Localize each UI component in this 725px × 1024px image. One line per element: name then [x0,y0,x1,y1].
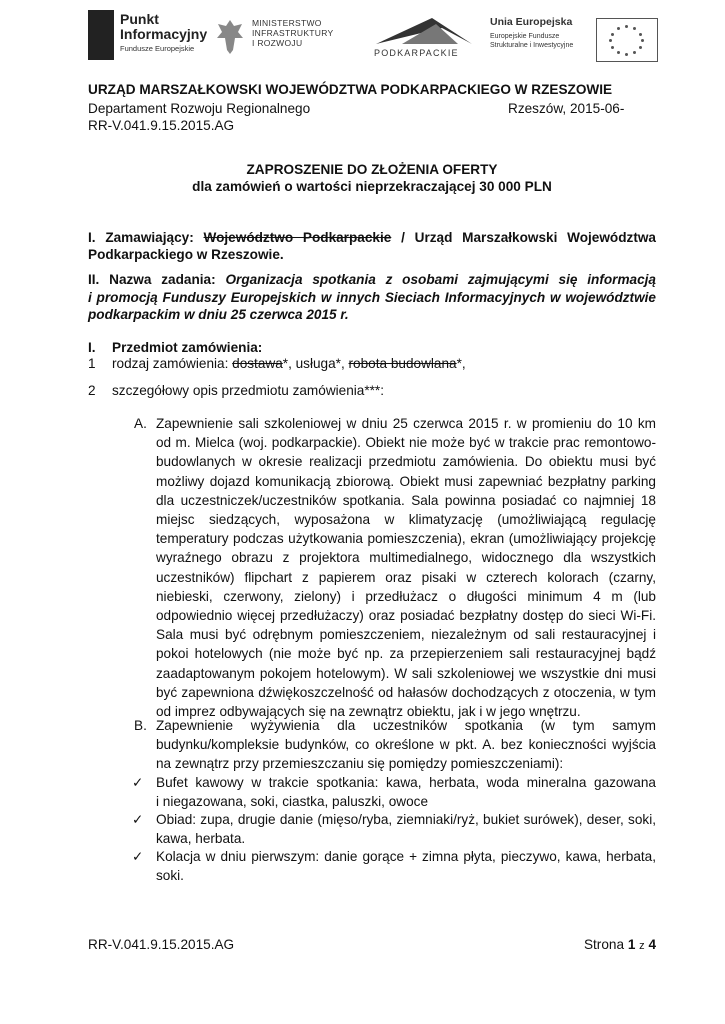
itemB-line: budynku/kompleksie budynków, co określone w pkt. A. bez konieczności wyjścia [156,737,656,753]
dept-name: Departament Rozwoju Regionalnego [88,101,311,116]
section3-item1 [88,354,656,373]
itemA-line: Zapewnienie sali szkoleniowej w dniu 25 czerwca 2015 r. w promieniu do 10 km [156,416,656,431]
item1-robota: robota budowlana [348,356,457,371]
item1-end: *, [456,356,466,371]
section2-line1 [88,270,656,289]
section3-item2 [88,381,656,400]
itemA-line: być zapewniona dźwiękoszczelność od hałasów dochodzących z otoczenia, w tym [156,684,656,700]
itemA-line: miejsc siedzących, wyposażona w klimatyzację (umożliwiającą regulację [156,512,656,528]
org-name: URZĄD MARSZAŁKOWSKI WOJEWÓDZTWA PODKARPACKIEGO W RZESZOWIE [88,82,613,97]
check-item [130,774,656,811]
place-date: Rzeszów, 2015-06- [508,101,625,116]
podkarpackie-text: PODKARPACKIE [374,48,459,58]
footer-page [584,935,656,956]
itemA-line: wyraźnego obrazu z projektora multimedialnego, widocznego dla wszystkich [156,550,656,566]
footer-ref: RR-V.041.9.15.2015.AG [88,937,235,952]
punkt-line2: Informacyjny [120,26,208,42]
section1-struck: Województwo Podkarpackie [203,230,392,245]
section1-rest1: / Urząd Marszałkowski Województwa [401,230,656,245]
section3-num: I. [88,340,96,355]
item1-num: 1 [88,356,96,371]
itemB-checklist [130,774,656,885]
item1-pre: rodzaj zamówienia: [112,356,229,371]
footer [88,935,656,954]
check-item-line: soki. [156,867,184,883]
section1-label: I. Zamawiający: [88,230,194,245]
itemA-line: uczestników) flipchart z papierem oraz pisaki w czterech kolorach (czarny, [156,569,656,585]
ue-title: Unia Europejska [490,16,573,28]
itemA-line: budowlanych w okresie realizacji przedmiotu zamówienia. Do obiektu musi być [156,454,656,470]
itemA-line: odpowiednio więcej przedłużaczy) oraz posiadać bezpłatny dostęp do sieci Wi-Fi. [156,608,656,624]
item1-dostawa: dostawa [232,356,283,371]
podkarpackie-logo [372,14,482,62]
ue-logo [490,14,680,62]
itemA-line: dla uczestniczek/uczestników spotkania. Sala powinna posiadać co najmniej 18 [156,492,656,508]
check-item-line: Obiad: zupa, drugie danie (mięso/ryba, ziemniaki/ryż, bukiet surówek), deser, soki, [156,812,656,827]
footer-page-num: 1 [627,937,636,952]
punkt-sub: Fundusze Europejskie [120,44,195,53]
ref-number: RR-V.041.9.15.2015.AG [88,118,235,133]
itemA-line: od imprez odbywających się na zewnątrz obiektu, jak i w jego wnętrzu. [156,704,581,720]
min-line3: I ROZWOJU [252,38,303,48]
itemA-line: temperatury podczas użytkowania pomieszczenia), ekran (umożliwiający projekcję [156,531,656,547]
itemA-line: zaadaptowanym pokojem hotelowym). W sali szkoleniowej we wszystkie dni musi [156,665,656,681]
min-line2: INFRASTRUKTURY [252,28,334,38]
section2-l2: i promocją Funduszy Europejskich w innych Sieciach Informacyjnych w województwie [88,290,656,305]
check-item-line: kawa, herbata. [156,830,246,846]
check-item-line: Bufet kawowy w trakcie spotkania: kawa, herbata, woda mineralna gazowana [156,775,656,790]
itemA-line: od m. Mielca (woj. podkarpackie). Obiekt nie może być w trakcie prac remontowo- [156,435,656,451]
eu-flag-icon [596,18,658,62]
itemA-line: możliwy dojazd komunikacją zbiorową. Obiekt musi zapewniać bezpłatny parking [156,473,656,489]
section2-l3: podkarpackim w dniu 25 czerwca 2015 r. [88,307,349,322]
doc-subtitle: dla zamówień o wartości nieprzekraczającej 30 000 PLN [192,179,552,194]
item1-mid: *, usługa*, [282,356,345,371]
itemA-line: pokoi hotelowych (nie może być np. za przepierzeniem sali restauracyjnej bądź [156,646,656,662]
checkmark-icon: ✓ [132,775,144,790]
item2-text: szczegółowy opis przedmiotu zamówienia***: [112,383,385,398]
footer-page-total: 4 [648,937,656,952]
itemA-line: Sala musi być odrębnym pomieszczeniem, niezależnym od sali restauracyjnej i [156,627,656,643]
logo-bar [88,8,668,66]
punkt-informacyjny-logo [88,10,208,64]
checkmark-icon: ✓ [132,849,144,864]
min-line1: MINISTERSTWO [252,18,322,28]
check-item [130,848,656,885]
section3-label: Przedmiot zamówienia: [112,340,263,355]
eagle-icon [216,16,244,56]
checkmark-icon: ✓ [132,812,144,827]
item1-text [112,354,466,373]
itemB-line: Zapewnienie wyżywienia dla uczestników spotkania (w tym samym [156,718,656,733]
footer-of: z [639,940,645,952]
itemA-letter: A. [134,416,147,431]
doc-title: ZAPROSZENIE DO ZŁOŻENIA OFERTY [246,162,498,177]
footer-page-label: Strona [583,937,625,952]
check-item-line: i niegazowana, soki, ciastka, paluszki, owoce [156,793,429,809]
ue-line1: Europejskie Fundusze [490,33,560,40]
section2-l1: Organizacja spotkania z osobami zajmującymi się informacją [225,272,656,287]
section2-label: II. Nazwa zadania: [88,272,216,287]
itemB-body [156,716,656,774]
itemA-line: niebieski, czerwony, zielony) i przedłużacz o długości minimum 4 m (lub [156,588,656,604]
itemA-body [156,414,656,721]
itemB-letter: B. [134,718,147,733]
podkarpackie-swoosh-icon [372,14,478,46]
item2-num: 2 [88,383,96,398]
itemB-line: na zewnątrz przy przemieszczaniu się pomiędzy pomieszczeniami): [156,756,564,772]
ue-line2: Strukturalne i Inwestycyjne [490,42,574,49]
section1-rest2: Podkarpackiego w Rzeszowie. [88,247,284,262]
check-item-line: Kolacja w dniu pierwszym: danie gorące + zimna płyta, pieczywo, kawa, herbata, [156,849,656,864]
punkt-line1: Punkt [120,11,159,27]
ministerstwo-logo [216,16,346,62]
check-item [130,811,656,848]
